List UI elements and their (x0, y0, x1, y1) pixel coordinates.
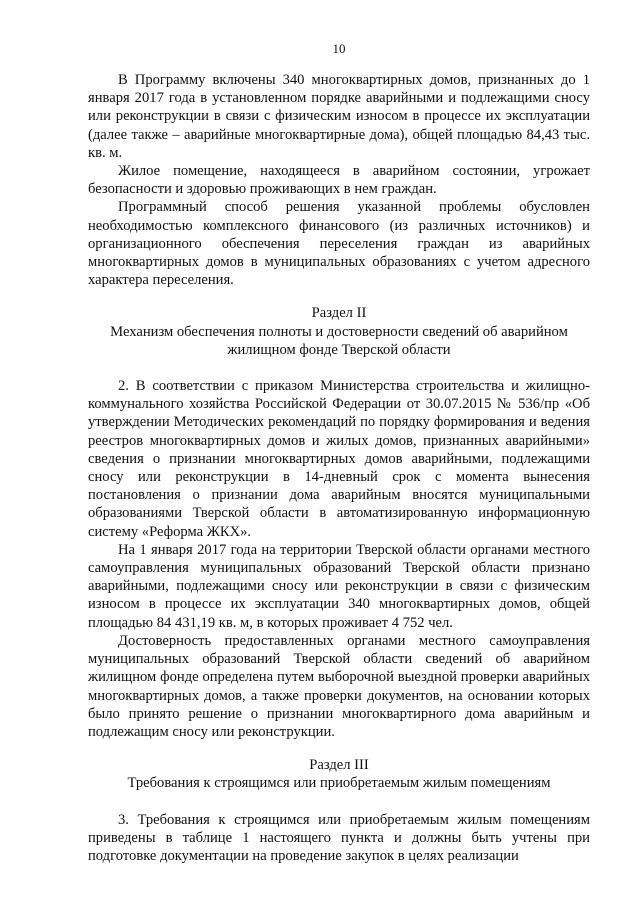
paragraph-2-order: 2. В соответствии с приказом Министерства строительства и жилищно-коммунального хозяйства Российской Федерации от 30.07.2015 № 536/пр «Об утверждении Методических рекомендаций по порядку формирования и ведения реестров многоквартирных домов и жилых домов, признанных аварийными» сведения о признании многоквартирных домов аварийными, подлежащими сносу или реконструкции в 14-дневный срок с момента вынесения постановления о признании дома аварийным вносятся муниципальными образованиями Тверской области в автоматизированную информационную систему «Реформа ЖКХ». (88, 378, 590, 540)
section-3-title: Требования к строящимся или приобретаемым жилым помещениям (127, 775, 551, 792)
section-2-title: Механизм обеспечения полноты и достоверности сведений об аварийном жилищном фонде Тверской области (110, 323, 568, 358)
paragraph-2-stats: На 1 января 2017 года на территории Тверской области органами местного самоуправления муниципальных образований Тверской области признано аварийными, подлежащими сносу или реконструкции в связи с физическим износом в процессе их эксплуатации 340 многоквартирных домов, общей площадью 84 431,19 кв. м, в которых проживает 4 752 чел. (88, 541, 590, 631)
page-number: 10 (332, 41, 346, 56)
section-3-heading: Раздел III (309, 757, 369, 774)
paragraph-2-verification: Достоверность предоставленных органами местного самоуправления муниципальных образований Тверской области сведений об аварийном жилищном фонде определена путем выборочной выездной проверки аварийных многоквартирных домов, а также проверки документов, на основании которых было принято решение о признании многоквартирного дома аварийным и подлежащим сносу или реконструкции. (88, 632, 590, 740)
paragraph-3-requirements: 3. Требования к строящимся или приобретаемым жилым помещениям приведены в таблице 1 настоящего пункта и должны быть учтены при подготовке документации на проведение закупок в целях реализации (88, 811, 590, 864)
paragraph-program-scope: В Программу включены 340 многоквартирных домов, признанных до 1 января 2017 года в установленном порядке аварийными и подлежащими сносу или реконструкции в связи с физическим износом в процессе их эксплуатации (далее также – аварийные многоквартирные дома), общей площадью 84,43 тыс. кв. м. (88, 72, 590, 161)
paragraph-danger: Жилое помещение, находящееся в аварийном состоянии, угрожает безопасности и здоровью проживающих в нем граждан. (88, 163, 590, 198)
document-page (88, 40, 590, 865)
section-2-heading: Раздел II (311, 305, 367, 322)
paragraph-program-method: Программный способ решения указанной проблемы обусловлен необходимостью комплексного финансового (из различных источников) и организационного обеспечения переселения граждан из аварийных многоквартирных домов в муниципальных образованиях с учетом адресного характера переселения. (88, 199, 590, 289)
